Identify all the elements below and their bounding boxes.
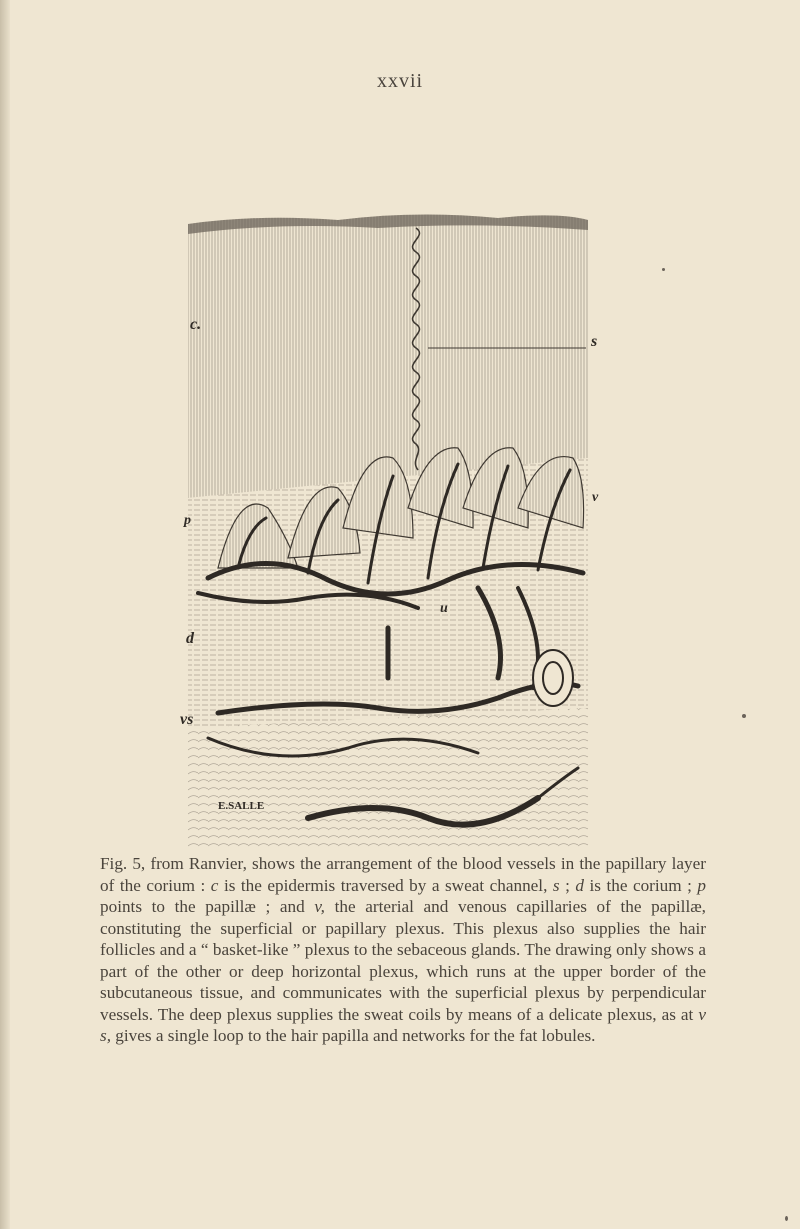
caption-fig-label: Fig. 5, [100, 854, 146, 873]
paper-speck [662, 268, 665, 271]
caption-italic-s: s [552, 875, 560, 895]
caption-text: the arterial and venous capillaries of the papillæ, constituting the superficial or papillary plexus. This plexus also supplies the hair follicles and a “ basket-like ” plexus to the sebaceous glands. The drawing only shows a part of the other or deep horizontal plexus, which runs at the upper border of the subcutaneous tissue, and communicates with the superficial plexus by perpendicular vessels. The deep plexus supplies the sweat coils by means of a delicate plexus, as at [100, 897, 706, 1024]
label-s: s [591, 333, 598, 350]
page-edge-shadow [0, 0, 10, 1229]
caption-text: gives a single loop to the hair papilla and networks for the fat lobules. [111, 1026, 596, 1045]
label-p: p [184, 513, 191, 528]
subcutaneous-layer [188, 708, 588, 848]
caption-text: is the epidermis traversed by a sweat channel, [218, 875, 553, 895]
engraver-signature: E.SALLE [218, 800, 265, 812]
caption-text: points to the papillæ ; and [100, 897, 315, 916]
skin-engraving [178, 208, 610, 848]
label-v: v [592, 490, 599, 505]
gland-cluster [533, 650, 573, 706]
caption-italic-c: c [210, 875, 219, 895]
caption-text: ; [559, 875, 576, 895]
caption-italic-p: p [697, 875, 707, 895]
page-number: xxvii [376, 70, 424, 92]
caption-text: is the corium ; [583, 875, 698, 895]
skin-illustration [178, 208, 610, 848]
caption-italic-d: d [575, 875, 584, 895]
label-c: c. [190, 316, 202, 333]
label-vs: vs [180, 711, 194, 728]
caption-italic-vs: v s, [100, 1004, 706, 1045]
caption-italic-v: v, [314, 897, 325, 916]
label-d: d [186, 630, 194, 647]
paper-speck [785, 1216, 788, 1221]
caption-text: from Ranvier, shows the arrangement of the blood vessels in the papillary layer of the corium : [100, 854, 706, 895]
paper-speck [742, 714, 746, 718]
figure-caption [100, 853, 706, 1047]
epidermis-layer [188, 214, 588, 498]
label-u: u [440, 601, 448, 616]
